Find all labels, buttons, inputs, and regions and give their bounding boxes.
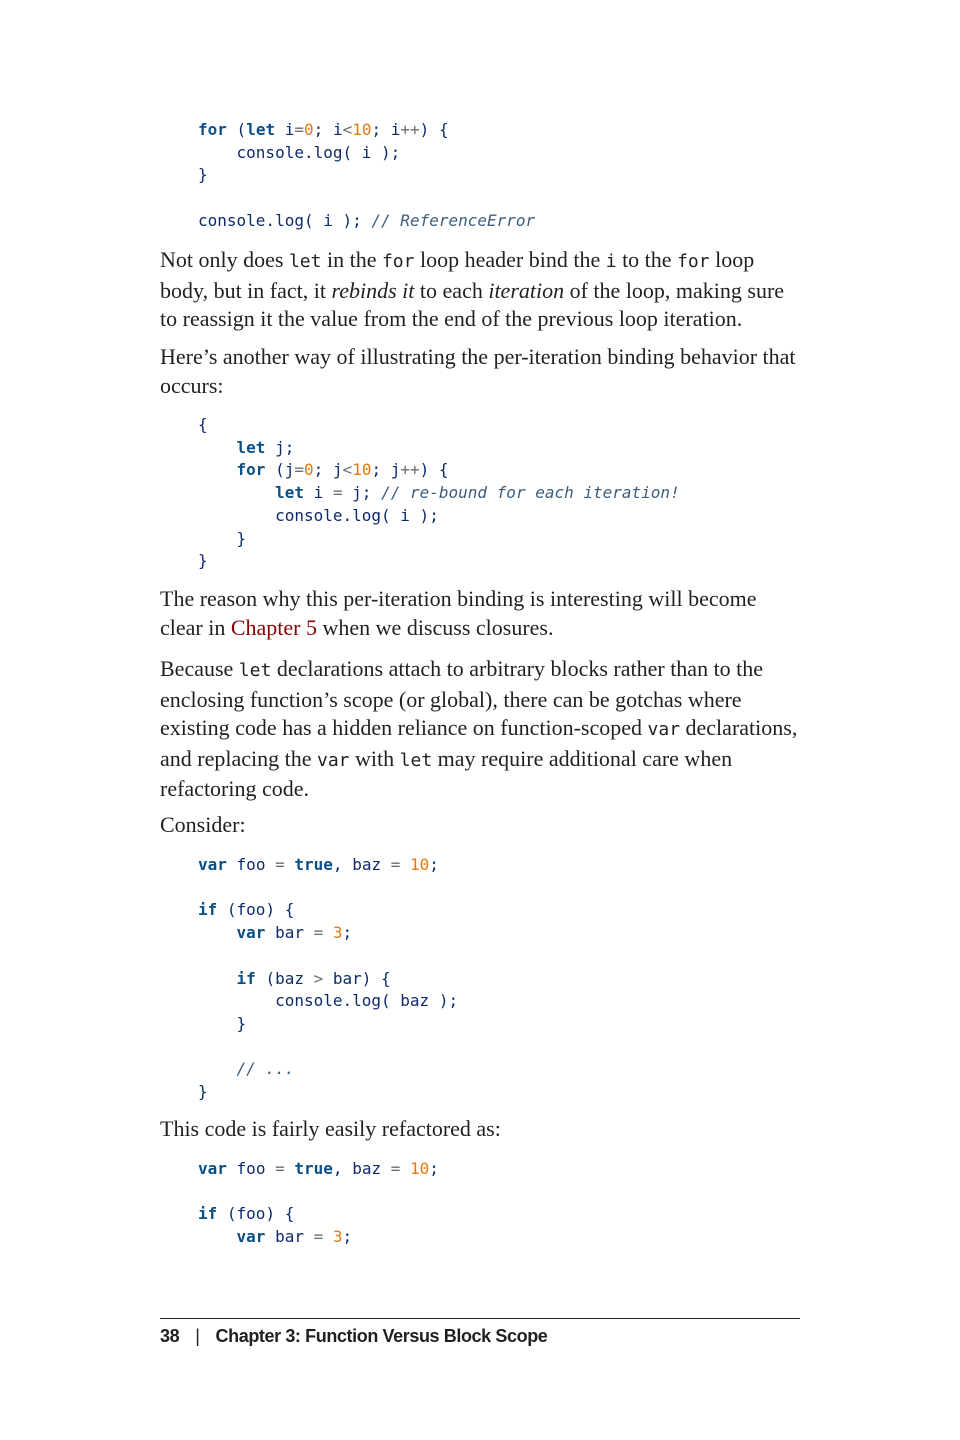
code-line: var foo = true, baz = 10; xyxy=(198,1159,439,1178)
paragraph-let-rebinds: Not only does let in the for loop header bind the i to the for loop body, but in fact, it rebinds it to each iteration of the loop, making sure to reassign it the value from the end of the previous loop iteration. xyxy=(160,247,785,331)
chapter-title: Chapter 3: Function Versus Block Scope xyxy=(215,1326,548,1346)
code-line: if (baz > bar) { xyxy=(236,968,391,988)
code-line: var bar = 3; xyxy=(236,923,353,943)
code-line: for (j=0; j<10; j++) { xyxy=(236,460,449,480)
code-line: if (foo) { xyxy=(198,1204,295,1224)
code-line: let j; xyxy=(236,437,295,457)
code-block-per-iteration xyxy=(198,414,680,573)
chapter-5-link[interactable]: Chapter 5 xyxy=(230,614,318,640)
page-number: 38 xyxy=(160,1326,180,1346)
code-line: { xyxy=(198,415,208,434)
paragraph-another-way: Here’s another way of illustrating the per-iteration binding behavior that occurs: xyxy=(160,344,796,398)
code-line: let i = j; // re-bound for each iteration! xyxy=(275,483,680,503)
paragraph-consider: Consider: xyxy=(160,812,246,837)
page-footer xyxy=(160,1326,547,1347)
code-block-for-loop xyxy=(198,119,535,233)
paragraph-reason: The reason why this per-iteration binding is interesting will become clear in Chapter 5 when we discuss closures. xyxy=(160,586,757,640)
code-line: console.log( baz ); xyxy=(275,991,459,1011)
code-line: var foo = true, baz = 10; xyxy=(198,855,439,874)
code-line: var bar = 3; xyxy=(236,1227,353,1247)
code-block-refactored xyxy=(198,1158,439,1249)
code-line: for (let i=0; i<10; i++) { xyxy=(198,120,449,139)
code-line: } xyxy=(198,165,208,185)
code-line: if (foo) { xyxy=(198,900,295,920)
code-line: // ... xyxy=(236,1059,295,1079)
code-line: console.log( i ); xyxy=(236,142,401,162)
code-block-original xyxy=(198,854,458,1104)
code-line: } xyxy=(198,551,208,571)
footer-rule xyxy=(160,1318,800,1319)
code-line: } xyxy=(198,1082,208,1102)
code-line: } xyxy=(236,1013,247,1033)
code-line: console.log( i ); xyxy=(275,505,439,525)
code-line: console.log( i ); // ReferenceError xyxy=(198,210,536,230)
code-line: } xyxy=(236,528,247,548)
paragraph-gotchas: Because let declarations attach to arbitrary blocks rather than to the enclosing function’s scope (or global), there can be gotchas where existing code has a hidden reliance on function-scoped var declarations, and replacing the var with let may require additional care when refactoring code. xyxy=(160,656,798,801)
footer-separator: | xyxy=(195,1326,200,1346)
paragraph-refactored: This code is fairly easily refactored as: xyxy=(160,1116,501,1141)
